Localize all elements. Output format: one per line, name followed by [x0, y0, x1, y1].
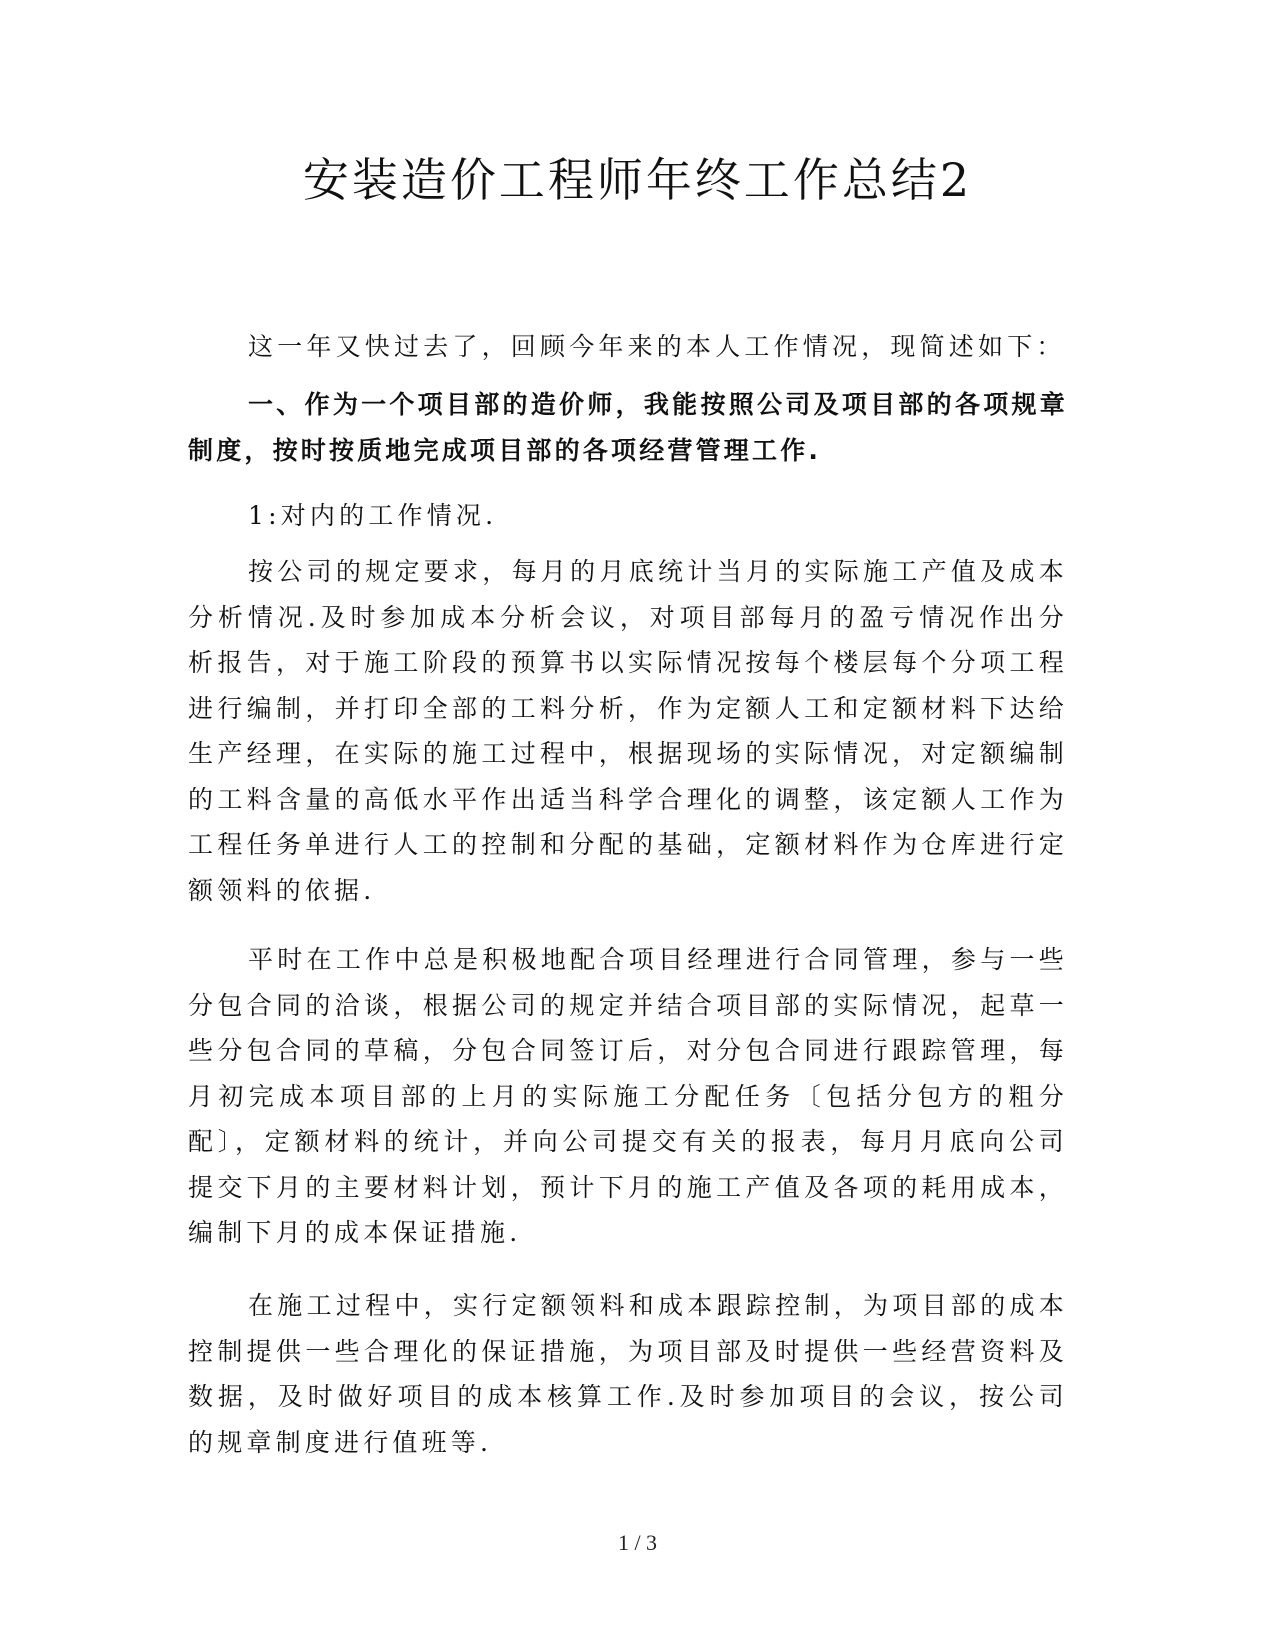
intro-paragraph: 这一年又快过去了，回顾今年来的本人工作情况，现简述如下： — [248, 332, 1066, 361]
section-heading-one: 一、作为一个项目部的造价师，我能按照公司及项目部的各项规章制度，按时按质地完成项目部的各项经营管理工作. — [188, 390, 1068, 465]
paragraph-monthly-analysis: 按公司的规定要求，每月的月底统计当月的实际施工产值及成本分析情况.及时参加成本分析会议，对项目部每月的盈亏情况作出分析报告，对于施工阶段的预算书以实际情况按每个楼层每个分项工程进行编制，并打印全部的工料分析，作为定额人工和定额材料下达给生产经理，在实际的施工过程中，根据现场的实际情况，对定额编制的工料含量的高低水平作出适当科学合理化的调整，该定额人工作为工程任务单进行人工的控制和分配的基础，定额材料作为仓库进行定额领料的依据. — [188, 557, 1068, 905]
document-title: 安装造价工程师年终工作总结2 — [302, 153, 973, 207]
page-number: 1 / 3 — [617, 1530, 658, 1555]
subheading-internal-work: 1:对内的工作情况. — [248, 501, 498, 530]
paragraph-contract-management: 平时在工作中总是积极地配合项目经理进行合同管理，参与一些分包合同的洽谈，根据公司的规定并结合项目部的实际情况，起草一些分包合同的草稿，分包合同签订后，对分包合同进行跟踪管理，每月初完成本项目部的上月的实际施工分配任务〔包括分包方的粗分配〕，定额材料的统计，并向公司提交有关的报表，每月月底向公司提交下月的主要材料计划，预计下月的施工产值及各项的耗用成本，编制下月的成本保证措施. — [188, 945, 1068, 1247]
paragraph-construction-control: 在施工过程中，实行定额领料和成本跟踪控制，为项目部的成本控制提供一些合理化的保证措施，为项目部及时提供一些经营资料及数据，及时做好项目的成本核算工作.及时参加项目的会议，按公司的规章制度进行值班等. — [188, 1291, 1068, 1457]
